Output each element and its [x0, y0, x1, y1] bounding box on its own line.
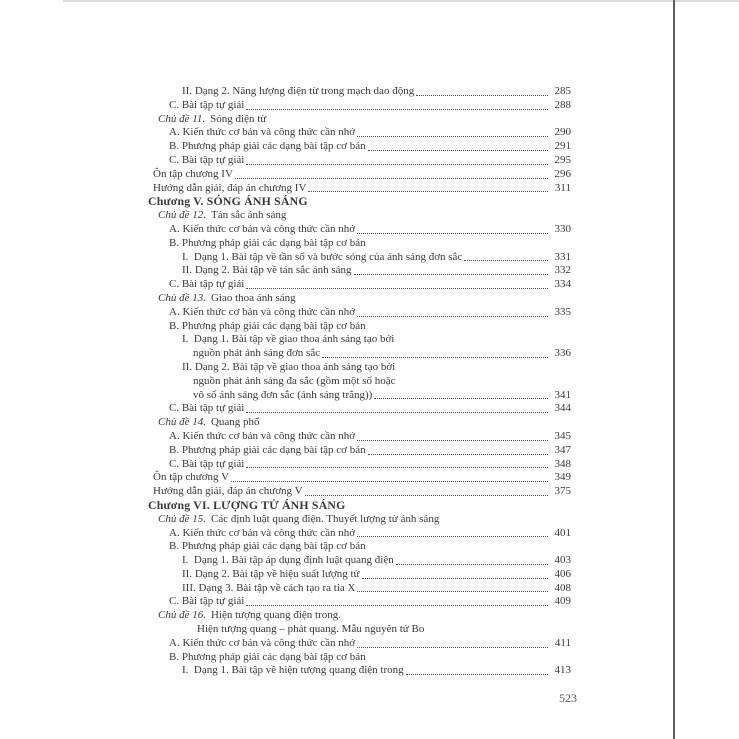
dot-leader: [406, 664, 548, 675]
toc-entry-text: II. Dạng 2. Bài tập về tán sắc ánh sáng: [182, 264, 352, 277]
toc-entry-page-number: 341: [554, 388, 571, 401]
toc-entry: [148, 554, 571, 568]
dot-leader: [246, 278, 548, 289]
toc-entry-text: B. Phương pháp giải các dạng bài tập cơ bản: [169, 540, 366, 553]
toc-entry-page-number: 291: [554, 140, 571, 153]
toc-entry-text: vô số ánh sáng đơn sắc (ánh sáng trắng)): [193, 388, 373, 401]
toc-entry: [148, 306, 571, 320]
toc-entry: [148, 513, 571, 527]
toc-entry-text: I. Dạng 1. Bài tập về tần số và bước sóng của ánh sáng đơn sắc: [182, 250, 463, 263]
toc-entry: [148, 471, 571, 485]
dot-leader: [357, 582, 548, 593]
toc-entry-text: Hướng dẫn giải, đáp án chương IV: [153, 181, 307, 194]
toc-entry: [148, 182, 571, 196]
toc-entry: [148, 499, 571, 513]
toc-entry-text: Giao thoa ánh sáng: [210, 291, 296, 304]
dot-leader: [362, 568, 548, 579]
toc-entry: [148, 664, 571, 678]
dot-leader: [368, 444, 548, 455]
toc-entry-page-number: 403: [554, 554, 571, 567]
toc-entry-text: II. Dạng 2. Bài tập về giao thoa ánh sáng tạo bởi: [182, 360, 396, 373]
toc-entry: [148, 195, 571, 209]
toc-entry: [148, 278, 571, 292]
toc-entry-text: Sóng điện từ: [210, 112, 267, 125]
toc-entry: [148, 264, 571, 278]
toc-entry: [148, 458, 571, 472]
dot-leader: [246, 595, 548, 606]
dot-leader: [246, 458, 548, 469]
toc-entry: [148, 333, 571, 347]
toc-entry-page-number: 411: [554, 636, 571, 649]
toc-entry: [148, 375, 571, 389]
toc-entry-text: nguồn phát ánh sáng đa sắc (gồm một số hoặc: [193, 374, 396, 387]
toc-entry-prefix: Chủ đề 16.: [158, 609, 206, 622]
toc-entry: [148, 209, 571, 223]
dot-leader: [357, 637, 548, 648]
toc-entry-page-number: 408: [554, 581, 571, 594]
dot-leader: [246, 99, 548, 110]
toc-entry-page-number: 347: [554, 443, 571, 456]
toc-entry: [148, 582, 571, 596]
toc-entry: [148, 347, 571, 361]
toc-entry: [148, 126, 571, 140]
toc-entry: [148, 651, 571, 665]
toc-entry-text: III. Dạng 3. Bài tập về cách tạo ra tia X: [182, 581, 356, 594]
toc-entry-text: A. Kiến thức cơ bản và công thức cần nhớ: [169, 126, 356, 139]
dot-leader: [357, 126, 548, 137]
toc-entry: [148, 623, 571, 637]
toc-entry-text: II. Dạng 2. Bài tập về hiệu suất lượng tử: [182, 567, 360, 580]
dot-leader: [357, 527, 548, 538]
toc-entry-prefix: Chủ đề 11.: [158, 112, 206, 125]
toc-entry: [148, 416, 571, 430]
toc-entry-text: I. Dạng 1. Bài tập về hiện tượng quang điện trong: [182, 664, 404, 677]
toc-entry-text: Chương VI. LƯỢNG TỬ ÁNH SÁNG: [148, 497, 346, 512]
toc-entry: [148, 361, 571, 375]
toc-entry: [148, 113, 571, 127]
dot-leader: [305, 485, 548, 496]
toc-entry: [148, 402, 571, 416]
dot-leader: [246, 402, 548, 413]
toc-entry: [148, 444, 571, 458]
toc-entry: [148, 99, 571, 113]
dot-leader: [357, 306, 548, 317]
toc-entry-text: I. Dạng 1. Bài tập áp dụng định luật quang điện: [182, 554, 394, 567]
toc-entry-page-number: 344: [554, 402, 571, 415]
toc-entry-page-number: 334: [554, 278, 571, 291]
toc-entry-text: II. Dạng 2. Năng lượng điện từ trong mạch dao động: [182, 85, 415, 97]
toc-entry: [148, 568, 571, 582]
toc-entry-text: A. Kiến thức cơ bản và công thức cần nhớ: [169, 222, 356, 235]
toc-entry-page-number: 295: [554, 153, 571, 166]
toc-entry-prefix: Chủ đề 15.: [158, 512, 206, 525]
toc-entry: [148, 140, 571, 154]
table-of-contents: [148, 85, 571, 678]
toc-entry-text: C. Bài tập tự giải: [169, 457, 245, 470]
toc-entry-text: B. Phương pháp giải các dạng bài tập cơ bản: [169, 140, 366, 153]
dot-leader: [246, 154, 548, 165]
toc-entry-text: B. Phương pháp giải các dạng bài tập cơ bản: [169, 650, 366, 663]
toc-entry-page-number: 336: [554, 347, 571, 360]
toc-entry-page-number: 401: [554, 526, 571, 539]
toc-entry: [148, 389, 571, 403]
toc-entry-page-number: 290: [554, 126, 571, 139]
toc-entry-text: B. Phương pháp giải các dạng bài tập cơ bản: [169, 236, 366, 249]
toc-entry: [148, 168, 571, 182]
dot-leader: [357, 430, 548, 441]
toc-entry-text: Hiện tượng quang điện trong.: [210, 609, 341, 622]
toc-entry-page-number: 330: [554, 222, 571, 235]
toc-entry-page-number: 406: [554, 567, 571, 580]
dot-leader: [308, 182, 548, 193]
toc-entry: [148, 292, 571, 306]
toc-entry-page-number: 375: [554, 485, 571, 498]
toc-entry: [148, 154, 571, 168]
dot-leader: [464, 251, 548, 262]
toc-entry-page-number: 345: [554, 429, 571, 442]
toc-entry-page-number: 335: [554, 305, 571, 318]
toc-entry-text: Ôn tập chương V: [153, 471, 230, 484]
dot-leader: [322, 347, 548, 358]
toc-entry-page-number: 413: [554, 664, 571, 677]
toc-entry-text: C. Bài tập tự giải: [169, 98, 245, 111]
toc-entry: [148, 320, 571, 334]
toc-entry-text: C. Bài tập tự giải: [169, 402, 245, 415]
toc-entry: [148, 430, 571, 444]
dot-leader: [354, 264, 548, 275]
toc-entry-page-number: 348: [554, 457, 571, 470]
toc-entry-page-number: 288: [554, 98, 571, 111]
toc-entry: [148, 527, 571, 541]
dot-leader: [374, 389, 548, 400]
toc-entry-text: Hướng dẫn giải, đáp án chương V: [153, 485, 303, 498]
toc-entry: [148, 595, 571, 609]
toc-entry-page-number: 311: [554, 181, 571, 194]
toc-entry-page-number: 349: [554, 471, 571, 484]
toc-entry-prefix: Chủ đề 13.: [158, 291, 206, 304]
toc-entry-text: Tán sắc ánh sáng: [210, 209, 287, 222]
toc-entry: [148, 237, 571, 251]
toc-entry-page-number: 285: [554, 85, 571, 97]
toc-entry-text: A. Kiến thức cơ bản và công thức cần nhớ: [169, 305, 356, 318]
toc-entry-text: I. Dạng 1. Bài tập về giao thoa ánh sáng tạo bởi: [182, 333, 395, 346]
toc-entry: [148, 485, 571, 499]
toc-entry-text: Ôn tập chương IV: [153, 167, 233, 180]
page-right-edge: [673, 0, 675, 739]
toc-entry-text: Hiện tượng quang – phát quang. Mẫu nguyên tử Bo: [197, 623, 425, 636]
toc-entry-text: C. Bài tập tự giải: [169, 278, 245, 291]
toc-entry-page-number: 332: [554, 264, 571, 277]
toc-entry-text: A. Kiến thức cơ bản và công thức cần nhớ: [169, 526, 356, 539]
dot-leader: [368, 140, 548, 151]
toc-entry-prefix: Chủ đề 12.: [158, 209, 206, 222]
toc-entry: [148, 251, 571, 265]
dot-leader: [235, 168, 548, 179]
toc-entry-page-number: 296: [554, 167, 571, 180]
toc-entry-prefix: Chủ đề 14.: [158, 416, 206, 429]
toc-entry-text: nguồn phát ánh sáng đơn sắc: [193, 347, 321, 360]
dot-leader: [357, 223, 548, 234]
page-top-edge: [63, 0, 739, 2]
page-number-footer: 523: [559, 691, 577, 705]
toc-entry-text: C. Bài tập tự giải: [169, 153, 245, 166]
toc-entry: [148, 637, 571, 651]
dot-leader: [231, 471, 548, 482]
toc-entry-text: Chương V. SÓNG ÁNH SÁNG: [148, 194, 308, 209]
toc-entry-page-number: 409: [554, 595, 571, 608]
dot-leader: [416, 85, 548, 96]
toc-entry-text: B. Phương pháp giải các dạng bài tập cơ bản: [169, 443, 366, 456]
toc-entry: [148, 223, 571, 237]
toc-entry-text: A. Kiến thức cơ bản và công thức cần nhớ: [169, 636, 356, 649]
toc-entry: [148, 85, 571, 99]
dot-leader: [396, 554, 548, 565]
toc-entry-text: Các định luật quang điện. Thuyết lượng tử ánh sáng: [210, 512, 440, 525]
toc-entry-text: Quang phổ: [210, 416, 260, 429]
toc-entry: [148, 609, 571, 623]
toc-entry-text: C. Bài tập tự giải: [169, 595, 245, 608]
toc-entry-text: A. Kiến thức cơ bản và công thức cần nhớ: [169, 429, 356, 442]
toc-entry-text: B. Phương pháp giải các dạng bài tập cơ bản: [169, 319, 366, 332]
toc-entry: [148, 540, 571, 554]
toc-entry-page-number: 331: [554, 250, 571, 263]
